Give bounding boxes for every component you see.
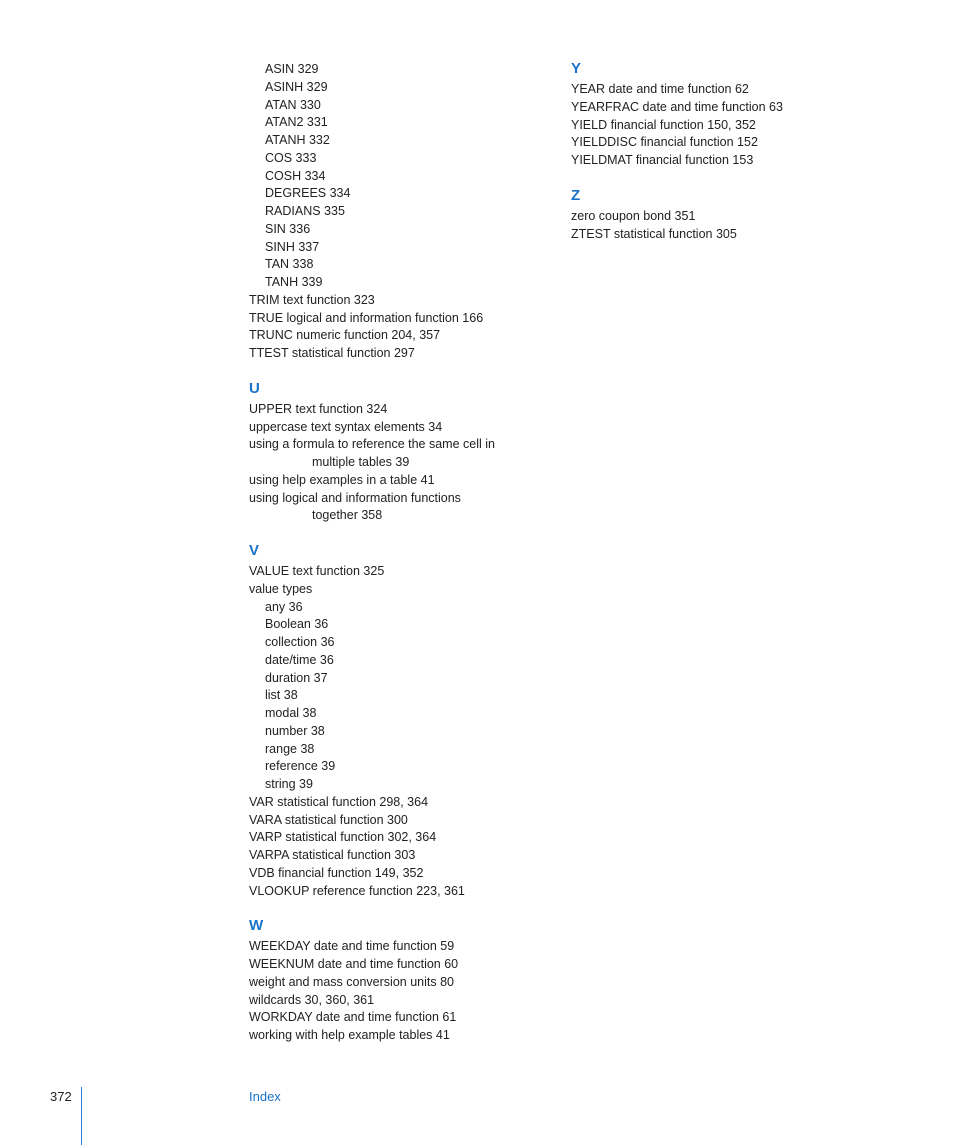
footer-divider: [81, 1087, 82, 1145]
index-subentry: range 38: [265, 741, 315, 756]
index-entry: weight and mass conversion units 80: [249, 974, 454, 989]
index-entry: zero coupon bond 351: [571, 208, 696, 223]
index-subentry: modal 38: [265, 706, 317, 720]
index-subentry: COS 333: [265, 150, 317, 165]
section-heading-v: V: [249, 542, 260, 559]
index-subentry: date/time 36: [265, 652, 334, 667]
index-entry: YEAR date and time function 62: [571, 82, 749, 96]
index-entry: VARP statistical function 302, 364: [249, 830, 437, 845]
index-subentry: ATAN 330: [265, 97, 321, 112]
index-subentry: any 36: [265, 599, 303, 614]
index-entry: TTEST statistical function 297: [249, 346, 415, 360]
index-subentry: TAN 338: [265, 257, 314, 272]
index-entry: using help examples in a table 41: [249, 472, 435, 487]
index-entry: VARPA statistical function 303: [249, 848, 416, 862]
index-entry: WEEKDAY date and time function 59: [249, 939, 455, 954]
index-entry: working with help example tables 41: [249, 1028, 450, 1042]
index-subentry: ASIN 329: [265, 62, 319, 76]
index-subentry: ASINH 329: [265, 79, 328, 94]
index-entry: TRIM text function 323: [249, 292, 375, 307]
index-entry: uppercase text syntax elements 34: [249, 419, 443, 434]
index-entry: VAR statistical function 298, 364: [249, 794, 429, 809]
index-subentry: Boolean 36: [265, 617, 329, 632]
index-entry: VDB financial function 149, 352: [249, 865, 424, 880]
index-entry: value types: [249, 581, 313, 596]
index-subentry: TANH 339: [265, 275, 323, 289]
index-entry: YIELDMAT financial function 153: [571, 153, 754, 167]
index-entry-continuation: together 358: [312, 508, 383, 523]
footer-section-label: Index: [249, 1089, 281, 1104]
index-subentry: COSH 334: [265, 168, 326, 183]
index-subentry: string 39: [265, 777, 313, 791]
index-entry: using a formula to reference the same cell in: [249, 437, 495, 452]
section-heading-y: Y: [571, 60, 582, 77]
index-entry: YIELD financial function 150, 352: [571, 117, 756, 132]
index-entry: using logical and information functions: [249, 490, 461, 505]
index-entry: TRUE logical and information function 166: [249, 310, 484, 325]
index-entry: WORKDAY date and time function 61: [249, 1010, 457, 1025]
index-subentry: SINH 337: [265, 239, 320, 254]
index-entry: VLOOKUP reference function 223, 361: [249, 883, 465, 898]
index-subentry: ATAN2 331: [265, 115, 328, 130]
index-subentry: duration 37: [265, 670, 328, 685]
index-subentry: reference 39: [265, 759, 336, 774]
index-subentry: ATANH 332: [265, 133, 330, 147]
index-subentry: DEGREES 334: [265, 186, 351, 201]
index-entry: TRUNC numeric function 204, 357: [249, 328, 441, 343]
section-heading-w: W: [249, 917, 264, 935]
index-entry: UPPER text function 324: [249, 401, 388, 416]
index-subentry: RADIANS 335: [265, 204, 345, 218]
index-entry: YIELDDISC financial function 152: [571, 135, 758, 150]
index-entry: VARA statistical function 300: [249, 812, 408, 827]
section-heading-z: Z: [571, 186, 581, 204]
index-entry: wildcards 30, 360, 361: [249, 992, 375, 1007]
index-entry: WEEKNUM date and time function 60: [249, 957, 459, 971]
index-entry: VALUE text function 325: [249, 564, 385, 578]
index-subentry: number 38: [265, 723, 325, 738]
index-entry: YEARFRAC date and time function 63: [571, 99, 783, 114]
index-subentry: list 38: [265, 688, 298, 703]
page-number: 372: [50, 1089, 72, 1104]
section-heading-u: U: [249, 379, 260, 397]
index-entry: ZTEST statistical function 305: [571, 226, 737, 241]
index-subentry: SIN 336: [265, 221, 311, 236]
index-subentry: collection 36: [265, 635, 335, 649]
index-entry-continuation: multiple tables 39: [312, 455, 410, 469]
